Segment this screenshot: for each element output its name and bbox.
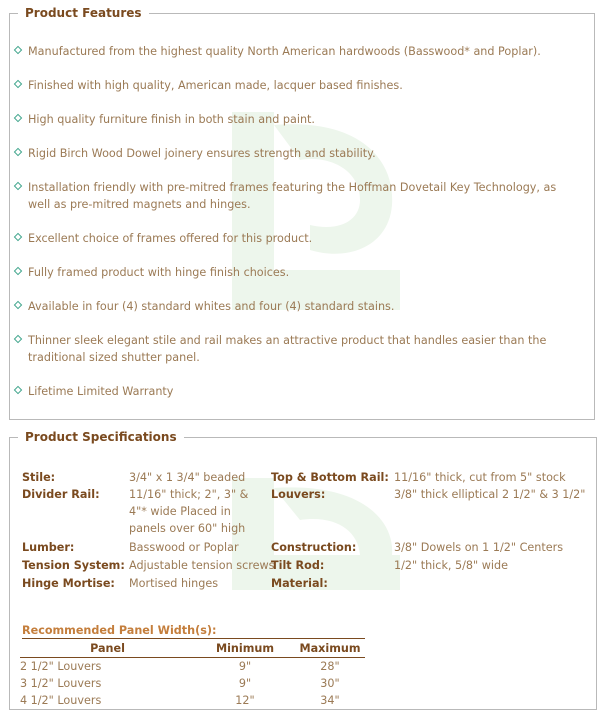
spec-label-hinge-mortise: Hinge Mortise:	[22, 577, 115, 590]
diamond-bullet-icon	[14, 182, 22, 190]
spec-value-top-bottom-rail: 11/16" thick, cut from 5" stock	[394, 471, 566, 484]
spec-label-tension-system: Tension System:	[22, 559, 125, 572]
cell-maximum: 30"	[320, 677, 340, 690]
spec-value-tilt-rod: 1/2" thick, 5/8" wide	[394, 559, 508, 572]
feature-item: Installation friendly with pre-mitred frames featuring the Hoffman Dovetail Key Technology, as well as pre-mitred magnets and hinges.	[28, 179, 568, 213]
panel-width-table	[20, 640, 365, 709]
spec-value-lumber: Basswood or Poplar	[129, 541, 239, 554]
cell-maximum: 34"	[320, 694, 340, 707]
product-specifications-section	[9, 430, 597, 710]
spec-label-lumber: Lumber:	[22, 541, 75, 554]
table-row	[20, 692, 365, 709]
cell-panel: 3 1/2" Louvers	[20, 677, 102, 690]
spec-value-louvers: 3/8" thick elliptical 2 1/2" & 3 1/2"	[394, 488, 586, 501]
spec-value-hinge-mortise: Mortised hinges	[129, 577, 219, 590]
feature-item: Lifetime Limited Warranty	[28, 383, 568, 400]
feature-item: Finished with high quality, American made, lacquer based finishes.	[28, 77, 568, 94]
spec-value-tension-system: Adjustable tension screws	[129, 559, 275, 572]
feature-item: Rigid Birch Wood Dowel joinery ensures strength and stability.	[28, 145, 568, 162]
spec-label-top-bottom-rail: Top & Bottom Rail:	[271, 471, 389, 484]
recommended-panel-width-title: Recommended Panel Width(s):	[22, 624, 365, 639]
diamond-bullet-icon	[14, 46, 22, 54]
feature-item: Thinner sleek elegant stile and rail makes an attractive product that handles easier than the traditional sized shutter panel.	[28, 332, 568, 366]
product-specifications-legend: Product Specifications	[25, 430, 177, 444]
diamond-bullet-icon	[14, 114, 22, 122]
feature-item: Available in four (4) standard whites and four (4) standard stains.	[28, 298, 568, 315]
cell-minimum: 9"	[238, 660, 252, 673]
diamond-bullet-icon	[14, 80, 22, 88]
spec-label-stile: Stile:	[22, 471, 56, 484]
spec-value-construction: 3/8" Dowels on 1 1/2" Centers	[394, 541, 564, 554]
spec-label-tilt-rod: Tilt Rod:	[271, 559, 325, 572]
table-row	[20, 658, 365, 676]
cell-panel: 2 1/2" Louvers	[20, 660, 102, 673]
diamond-bullet-icon	[14, 267, 22, 275]
feature-item: High quality furniture finish in both stain and paint.	[28, 111, 568, 128]
feature-item: Fully framed product with hinge finish choices.	[28, 264, 568, 281]
product-features-section	[9, 6, 595, 420]
header-maximum: Maximum	[295, 640, 365, 658]
diamond-bullet-icon	[14, 301, 22, 309]
diamond-bullet-icon	[14, 148, 22, 156]
spec-label-construction: Construction:	[271, 541, 357, 554]
diamond-bullet-icon	[14, 335, 22, 343]
diamond-bullet-icon	[14, 386, 22, 394]
spec-value-stile: 3/4" x 1 3/4" beaded	[129, 471, 246, 484]
table-header-row	[20, 640, 365, 658]
cell-panel: 4 1/2" Louvers	[20, 694, 102, 707]
header-minimum: Minimum	[195, 640, 295, 658]
cell-minimum: 12"	[235, 694, 255, 707]
table-row	[20, 675, 365, 692]
spec-label-material: Material:	[271, 577, 328, 590]
spec-label-louvers: Louvers:	[271, 488, 326, 501]
header-panel: Panel	[20, 640, 195, 658]
feature-item: Manufactured from the highest quality North American hardwoods (Basswood* and Poplar).	[28, 43, 568, 60]
spec-label-divider-rail: Divider Rail:	[22, 488, 100, 501]
diamond-bullet-icon	[14, 233, 22, 241]
cell-minimum: 9"	[238, 677, 252, 690]
feature-item: Excellent choice of frames offered for this product.	[28, 230, 568, 247]
product-features-legend: Product Features	[25, 6, 142, 20]
cell-maximum: 28"	[320, 660, 340, 673]
spec-value-divider-rail: 11/16" thick; 2", 3" & 4"* wide Placed in panels over 60" high	[129, 488, 249, 535]
